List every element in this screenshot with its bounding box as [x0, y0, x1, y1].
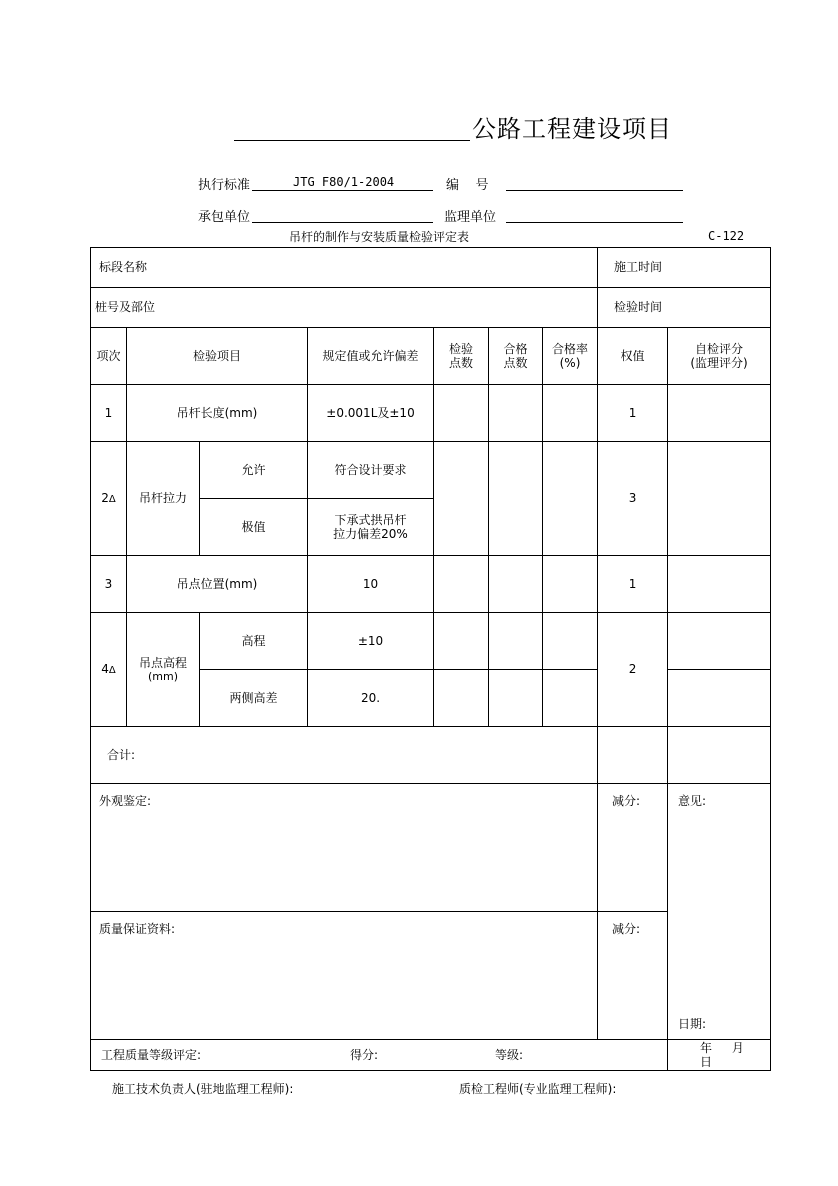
- row4b-pass-rate[interactable]: [543, 670, 598, 727]
- opinion-cell[interactable]: [668, 784, 771, 1040]
- row2-pass-rate[interactable]: [543, 442, 598, 556]
- date-cell[interactable]: [668, 1040, 771, 1071]
- signature-left: 施工技术负责人(驻地监理工程师):: [112, 1082, 294, 1096]
- row1-weight: 1: [598, 385, 668, 442]
- month-label: 月: [731, 1040, 744, 1055]
- key-item-mark: Δ: [108, 665, 116, 676]
- col-pass-points: 合格 点数: [489, 328, 543, 385]
- row1-pass-points[interactable]: [489, 385, 543, 442]
- total-label: 合计:: [107, 747, 136, 762]
- row2-spec1: 符合设计要求: [308, 442, 434, 499]
- deduct-cell-1[interactable]: [598, 784, 668, 912]
- grade-eval-cell[interactable]: [91, 1040, 668, 1071]
- inspection-table: [90, 247, 771, 1071]
- row1-item: 吊杆长度(mm): [127, 385, 308, 442]
- construction-time-cell[interactable]: [598, 248, 771, 288]
- row3-pass-rate[interactable]: [543, 556, 598, 613]
- row4-spec1: ±10: [308, 613, 434, 670]
- col-check-points: 检验 点数: [434, 328, 489, 385]
- row4b-pass-points[interactable]: [489, 670, 543, 727]
- quality-docs-label: 质量保证资料:: [99, 922, 176, 936]
- no-label: 编 号: [446, 178, 489, 193]
- row3-no: 3: [91, 556, 127, 613]
- form-code: C-122: [708, 229, 745, 243]
- row4-sub1: 高程: [200, 613, 308, 670]
- deduct-cell-2[interactable]: [598, 912, 668, 1040]
- opinion-label: 意见:: [678, 794, 707, 808]
- total-cell[interactable]: [91, 727, 598, 784]
- col-weight: 权值: [598, 328, 668, 385]
- appearance-label: 外观鉴定:: [99, 794, 152, 808]
- deduct-label-1: 减分:: [612, 794, 641, 808]
- year-label: 年: [700, 1040, 713, 1055]
- total-self-score[interactable]: [668, 727, 771, 784]
- row4b-self-score[interactable]: [668, 670, 771, 727]
- row1-self-score[interactable]: [668, 385, 771, 442]
- row4a-pass-points[interactable]: [489, 613, 543, 670]
- row4a-check-points[interactable]: [434, 613, 489, 670]
- row1-spec: ±0.001L及±10: [308, 385, 434, 442]
- row1-check-points[interactable]: [434, 385, 489, 442]
- signature-right: 质检工程师(专业监理工程师):: [459, 1082, 617, 1096]
- row4a-self-score[interactable]: [668, 613, 771, 670]
- form-name: 吊杆的制作与安装质量检验评定表: [289, 230, 470, 244]
- construction-time-label: 施工时间: [614, 260, 663, 275]
- page-title: 公路工程建设项目: [472, 115, 672, 143]
- std-value: JTG F80/1-2004: [293, 175, 395, 189]
- row4-spec2: 20.: [308, 670, 434, 727]
- row4-sub2: 两侧高差: [200, 670, 308, 727]
- row1-no: 1: [91, 385, 127, 442]
- col-check-item: 检验项目: [127, 328, 308, 385]
- inspection-time-label: 检验时间: [614, 300, 663, 315]
- no-field[interactable]: [506, 190, 683, 191]
- row4-weight: 2: [598, 613, 668, 727]
- score-label: 得分:: [350, 1048, 379, 1062]
- row1-pass-rate[interactable]: [543, 385, 598, 442]
- deduct-label-2: 减分:: [612, 922, 641, 936]
- row3-item: 吊点位置(mm): [127, 556, 308, 613]
- std-underline: [252, 190, 433, 191]
- row3-spec: 10: [308, 556, 434, 613]
- row3-check-points[interactable]: [434, 556, 489, 613]
- row2-weight: 3: [598, 442, 668, 556]
- row4-item: 吊点高程 (mm): [127, 613, 200, 727]
- pile-part-label: 桩号及部位: [95, 300, 156, 315]
- section-name-label: 标段名称: [99, 260, 148, 275]
- quality-docs-cell[interactable]: [91, 912, 598, 1040]
- row4b-check-points[interactable]: [434, 670, 489, 727]
- supervisor-label: 监理单位: [444, 210, 497, 225]
- row2-pass-points[interactable]: [489, 442, 543, 556]
- row2-item: 吊杆拉力: [127, 442, 200, 556]
- section-name-cell[interactable]: [91, 248, 598, 288]
- row3-pass-points[interactable]: [489, 556, 543, 613]
- day-label: 日: [700, 1055, 713, 1069]
- level-label: 等级:: [495, 1048, 524, 1062]
- row2-spec2: 下承式拱吊杆 拉力偏差20%: [308, 499, 434, 556]
- grade-eval-label: 工程质量等级评定:: [101, 1048, 202, 1062]
- total-weight[interactable]: [598, 727, 668, 784]
- contractor-label: 承包单位: [198, 210, 251, 225]
- row2-sub2: 极值: [200, 499, 308, 556]
- row2-no: 2Δ: [91, 442, 127, 556]
- supervisor-field[interactable]: [506, 222, 683, 223]
- pile-part-cell[interactable]: [91, 288, 598, 328]
- date-label: 日期:: [678, 1016, 707, 1031]
- row3-weight: 1: [598, 556, 668, 613]
- std-label: 执行标准: [198, 178, 251, 193]
- row2-check-points[interactable]: [434, 442, 489, 556]
- col-spec: 规定值或允许偏差: [308, 328, 434, 385]
- row2-self-score[interactable]: [668, 442, 771, 556]
- project-name-underline: [234, 140, 470, 141]
- row3-self-score[interactable]: [668, 556, 771, 613]
- row2-sub1: 允许: [200, 442, 308, 499]
- inspection-time-cell[interactable]: [598, 288, 771, 328]
- contractor-field[interactable]: [252, 222, 433, 223]
- row4a-pass-rate[interactable]: [543, 613, 598, 670]
- col-item-no: 项次: [91, 328, 127, 385]
- appearance-cell[interactable]: [91, 784, 598, 912]
- row4-no: 4Δ: [91, 613, 127, 727]
- col-self-score: 自检评分 (监理评分): [668, 328, 771, 385]
- key-item-mark: Δ: [108, 494, 116, 505]
- col-pass-rate: 合格率 (%): [543, 328, 598, 385]
